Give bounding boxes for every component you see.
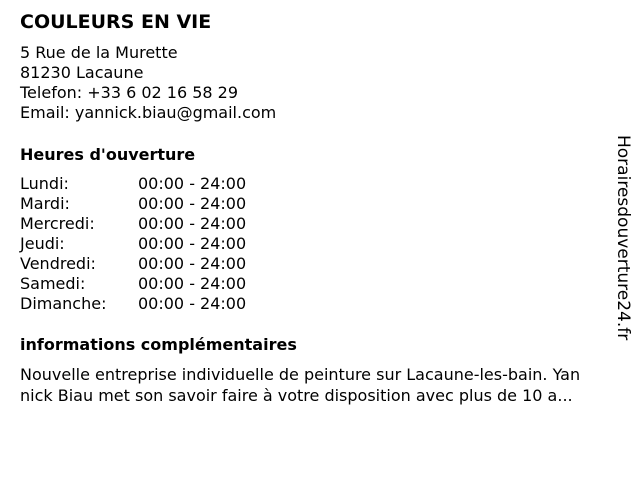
additional-info-heading: informations complémentaires bbox=[20, 335, 297, 354]
day-label: Mardi: bbox=[20, 194, 70, 213]
email-address: Email: yannick.biau@gmail.com bbox=[20, 103, 277, 122]
opening-hours-heading: Heures d'ouverture bbox=[20, 145, 196, 164]
time-range: 00:00 - 24:00 bbox=[138, 274, 247, 293]
hours-row-sunday bbox=[20, 294, 280, 314]
address-city: 81230 Lacaune bbox=[20, 63, 144, 82]
business-name: COULEURS EN VIE bbox=[20, 11, 212, 33]
day-label: Lundi: bbox=[20, 174, 69, 193]
day-label: Samedi: bbox=[20, 274, 86, 293]
hours-row-tuesday bbox=[20, 194, 280, 214]
hours-row-wednesday bbox=[20, 214, 280, 234]
day-label: Mercredi: bbox=[20, 214, 95, 233]
description-line: nick Biau met son savoir faire à votre disposition avec plus de 10 a... bbox=[20, 386, 573, 405]
time-range: 00:00 - 24:00 bbox=[138, 294, 247, 313]
day-label: Jeudi: bbox=[20, 234, 65, 253]
address-street: 5 Rue de la Murette bbox=[20, 43, 178, 62]
business-description bbox=[20, 364, 630, 406]
opening-hours-table bbox=[20, 174, 280, 314]
time-range: 00:00 - 24:00 bbox=[138, 214, 247, 233]
description-line: Nouvelle entreprise individuelle de peinture sur Lacaune-les-bain. Yan bbox=[20, 365, 581, 384]
day-label: Vendredi: bbox=[20, 254, 96, 273]
phone-number: Telefon: +33 6 02 16 58 29 bbox=[20, 83, 239, 102]
time-range: 00:00 - 24:00 bbox=[138, 234, 247, 253]
hours-row-friday bbox=[20, 254, 280, 274]
day-label: Dimanche: bbox=[20, 294, 107, 313]
time-range: 00:00 - 24:00 bbox=[138, 174, 247, 193]
time-range: 00:00 - 24:00 bbox=[138, 194, 247, 213]
contact-block bbox=[20, 43, 276, 123]
hours-row-thursday bbox=[20, 234, 280, 254]
site-watermark: Horairesdouverture24.fr bbox=[613, 135, 633, 341]
hours-row-saturday bbox=[20, 274, 280, 294]
time-range: 00:00 - 24:00 bbox=[138, 254, 247, 273]
hours-row-monday bbox=[20, 174, 280, 194]
